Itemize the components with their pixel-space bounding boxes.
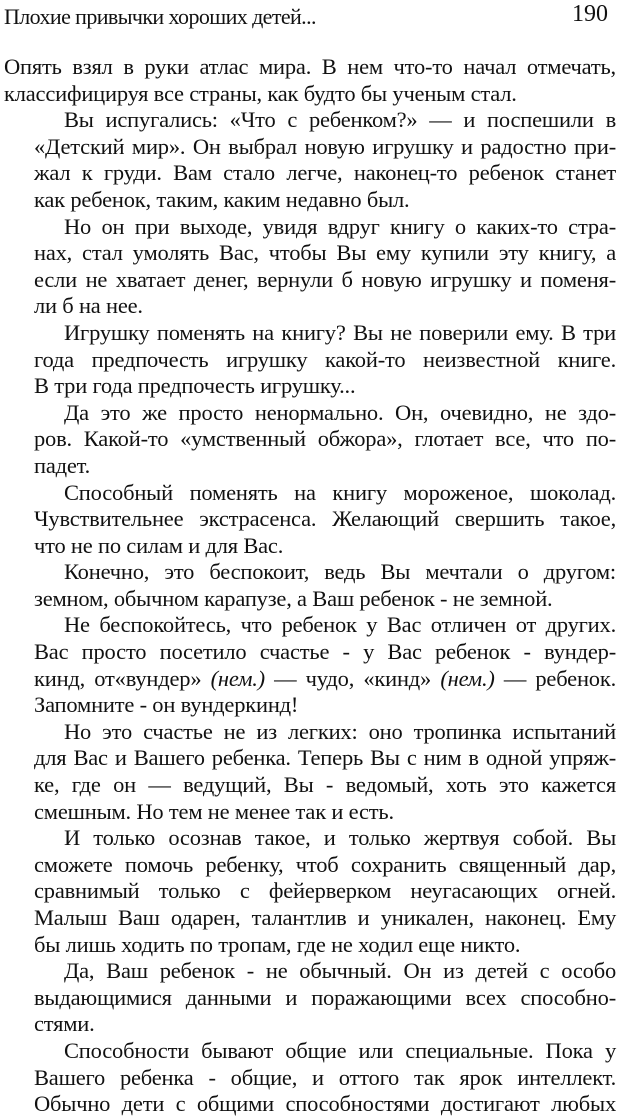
text-line: смешным. Но тем не менее так и есть. bbox=[34, 798, 394, 824]
text-line: Не беспокойтесь, что ребенок у Вас отличен от других. bbox=[64, 612, 616, 638]
paragraph bbox=[4, 825, 616, 958]
text-line: для Вас и Вашего ребенка. Теперь Вы с ним в одной упряж- bbox=[34, 745, 616, 771]
text-line bbox=[4, 666, 616, 693]
text-line: Способности бывают общие или специальные. Пока у bbox=[64, 1037, 616, 1063]
text-run: — ребенок. bbox=[494, 665, 616, 691]
paragraph bbox=[4, 612, 616, 718]
text-line: падет. bbox=[34, 452, 91, 478]
text-line: Вас просто посетило счастье - у Вас ребенок - вундер- bbox=[34, 639, 616, 665]
paragraph bbox=[4, 107, 616, 213]
text-line: В три года предпочесть игрушку... bbox=[34, 373, 356, 399]
text-line: «Детский мир». Он выбрал новую игрушку и радостно при- bbox=[34, 133, 616, 159]
running-title: Плохие привычки хороших детей... bbox=[4, 4, 316, 29]
paragraph bbox=[4, 559, 616, 612]
text-line: Малыш Ваш одарен, талантлив и уникален, наконец. Ему bbox=[34, 905, 616, 930]
paragraph bbox=[4, 400, 616, 480]
text-line: Вы испугались: «Что с ребенком?» — и поспешили в bbox=[64, 107, 616, 133]
text-line: года предпочесть игрушку какой-то неизвестной книге. bbox=[34, 346, 616, 372]
text-line: Но он при выходе, увидя вдруг книгу о каких-то стра- bbox=[64, 213, 616, 239]
text-line: Да, Ваш ребенок - не обычный. Он из детей с особо bbox=[64, 958, 616, 984]
text-line: жал к груди. Вам стало легче, наконец-то ребенок станет bbox=[34, 160, 616, 186]
italic-gloss: (нем.) bbox=[210, 665, 265, 691]
text-line: стями. bbox=[34, 1011, 95, 1037]
text-line: классифицируя все страны, как будто бы ученым стал. bbox=[4, 80, 517, 106]
text-line: сравнимый только с фейерверком неугасающих огней. bbox=[34, 878, 616, 904]
text-line: выдающимися данными и поражающими всех способно- bbox=[34, 984, 616, 1010]
text-line: ке, где он — ведущий, Вы - ведомый, хоть это кажется bbox=[34, 772, 616, 798]
page-number: 190 bbox=[572, 1, 608, 27]
paragraph bbox=[4, 958, 616, 1038]
text-run: — чудо, «кинд» bbox=[264, 665, 441, 691]
text-run: кинд, от«вундер» bbox=[34, 665, 211, 691]
text-line: Но это счастье не из легких: оно тропинка испытаний bbox=[64, 718, 616, 744]
paragraph bbox=[4, 1038, 616, 1118]
text-line: если не хватает денег, вернули б новую игрушку и поменя- bbox=[34, 266, 616, 292]
text-line: ли б на нее. bbox=[34, 293, 143, 319]
paragraph bbox=[4, 719, 616, 825]
text-line: что не по силам и для Вас. bbox=[34, 532, 284, 558]
text-line: сможете помочь ребенку, чтоб сохранить священный дар, bbox=[34, 851, 616, 877]
text-line: Запомните - он вундеркинд! bbox=[34, 692, 299, 718]
text-line: Да это же просто ненормально. Он, очевидно, не здо- bbox=[64, 399, 616, 425]
text-line: ров. Какой-то «умственный обжора», глотает все, что по- bbox=[34, 426, 616, 452]
text-line: земном, обычном карапузе, а Ваш ребенок - не земной. bbox=[34, 585, 553, 611]
paragraph bbox=[4, 54, 616, 107]
text-line: как ребенок, таким, каким недавно был. bbox=[34, 186, 410, 212]
paragraph bbox=[4, 214, 616, 320]
paragraph bbox=[4, 480, 616, 560]
text-line: нах, стал умолять Вас, чтобы Вы ему купили эту книгу, а bbox=[34, 240, 616, 266]
text-line: Обычно дети с общими способностями достигают любых bbox=[34, 1091, 616, 1117]
body-text bbox=[4, 54, 616, 1118]
text-line: И только осознав такое, и только жертвуя собой. Вы bbox=[64, 825, 616, 851]
text-line: Способный поменять на книгу мороженое, шоколад. bbox=[64, 479, 616, 505]
text-line: бы лишь ходить по тропам, где не ходил еще никто. bbox=[34, 931, 521, 957]
text-line: Опять взял в руки атлас мира. В нем что-то начал отмечать, bbox=[4, 54, 616, 79]
paragraph bbox=[4, 320, 616, 400]
text-line: Игрушку поменять на книгу? Вы не поверили ему. В три bbox=[64, 319, 616, 345]
text-line: Конечно, это беспокоит, ведь Вы мечтали о другом: bbox=[64, 559, 616, 585]
text-line: Вашего ребенка - общие, и оттого так ярок интеллект. bbox=[34, 1064, 616, 1090]
text-line: Чувствительнее экстрасенса. Желающий свершить такое, bbox=[34, 506, 616, 532]
italic-gloss: (нем.) bbox=[440, 665, 495, 691]
